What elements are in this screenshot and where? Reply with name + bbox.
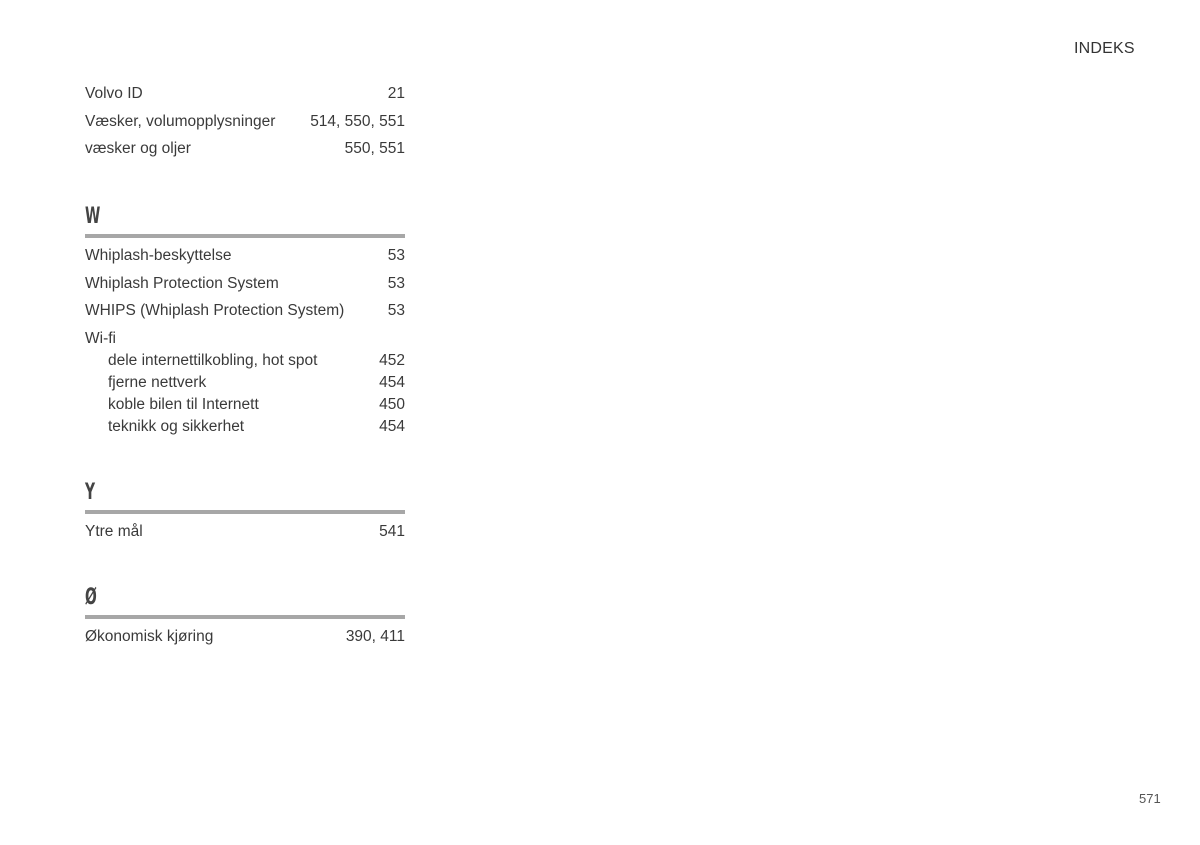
section-divider bbox=[85, 510, 405, 514]
index-entry bbox=[85, 112, 405, 131]
index-pages: 541 bbox=[379, 522, 405, 540]
page-header-title: INDEKS bbox=[1074, 40, 1135, 57]
index-term: Volvo ID bbox=[85, 85, 143, 102]
index-pages: 53 bbox=[387, 302, 405, 319]
index-term: Økonomisk kjøring bbox=[85, 627, 214, 645]
index-pages: 454 bbox=[379, 417, 405, 435]
index-pages: 514, 550, 551 bbox=[310, 112, 405, 130]
index-entry bbox=[85, 301, 405, 320]
section-divider bbox=[85, 615, 405, 619]
index-pages: 452 bbox=[379, 351, 405, 369]
index-term: væsker og oljer bbox=[85, 140, 191, 157]
index-entry bbox=[85, 84, 405, 103]
index-entry bbox=[85, 246, 405, 265]
index-subterm: koble bilen til Internett bbox=[108, 395, 259, 413]
index-pages: 450 bbox=[379, 395, 405, 413]
section-letter: Y bbox=[85, 479, 96, 505]
section-letter: W bbox=[85, 204, 101, 229]
index-subentry bbox=[85, 351, 405, 370]
index-pages: 53 bbox=[387, 274, 405, 292]
index-pages: 390, 411 bbox=[345, 627, 405, 645]
index-subterm: teknikk og sikkerhet bbox=[108, 417, 245, 435]
index-entry bbox=[85, 274, 405, 293]
index-subterm: dele internettilkobling, hot spot bbox=[108, 351, 318, 369]
index-pages: 53 bbox=[387, 247, 405, 264]
index-term: WHIPS (Whiplash Protection System) bbox=[85, 302, 345, 319]
index-subterm: fjerne nettverk bbox=[108, 373, 207, 391]
index-section-oe bbox=[85, 585, 405, 646]
index-section-y bbox=[85, 480, 405, 541]
index-entry bbox=[85, 627, 405, 646]
index-pages: 454 bbox=[379, 373, 405, 391]
index-pages: 21 bbox=[387, 85, 405, 102]
index-term: Væsker, volumopplysninger bbox=[85, 112, 276, 130]
index-pages: 550, 551 bbox=[344, 140, 405, 157]
section-letter: Ø bbox=[85, 584, 97, 610]
index-group-term: Wi-fi bbox=[85, 329, 116, 347]
index-term: Ytre mål bbox=[85, 522, 143, 540]
index-entry bbox=[85, 522, 405, 541]
index-subentry bbox=[85, 373, 405, 392]
section-divider bbox=[85, 234, 405, 238]
index-subentry bbox=[85, 417, 405, 436]
index-term: Whiplash-beskyttelse bbox=[85, 247, 232, 264]
index-subentry bbox=[85, 395, 405, 414]
page-number: 571 bbox=[1139, 791, 1161, 806]
index-section-w bbox=[85, 204, 405, 436]
index-term: Whiplash Protection System bbox=[85, 274, 279, 292]
index-column bbox=[85, 84, 405, 654]
index-entry bbox=[85, 139, 405, 158]
